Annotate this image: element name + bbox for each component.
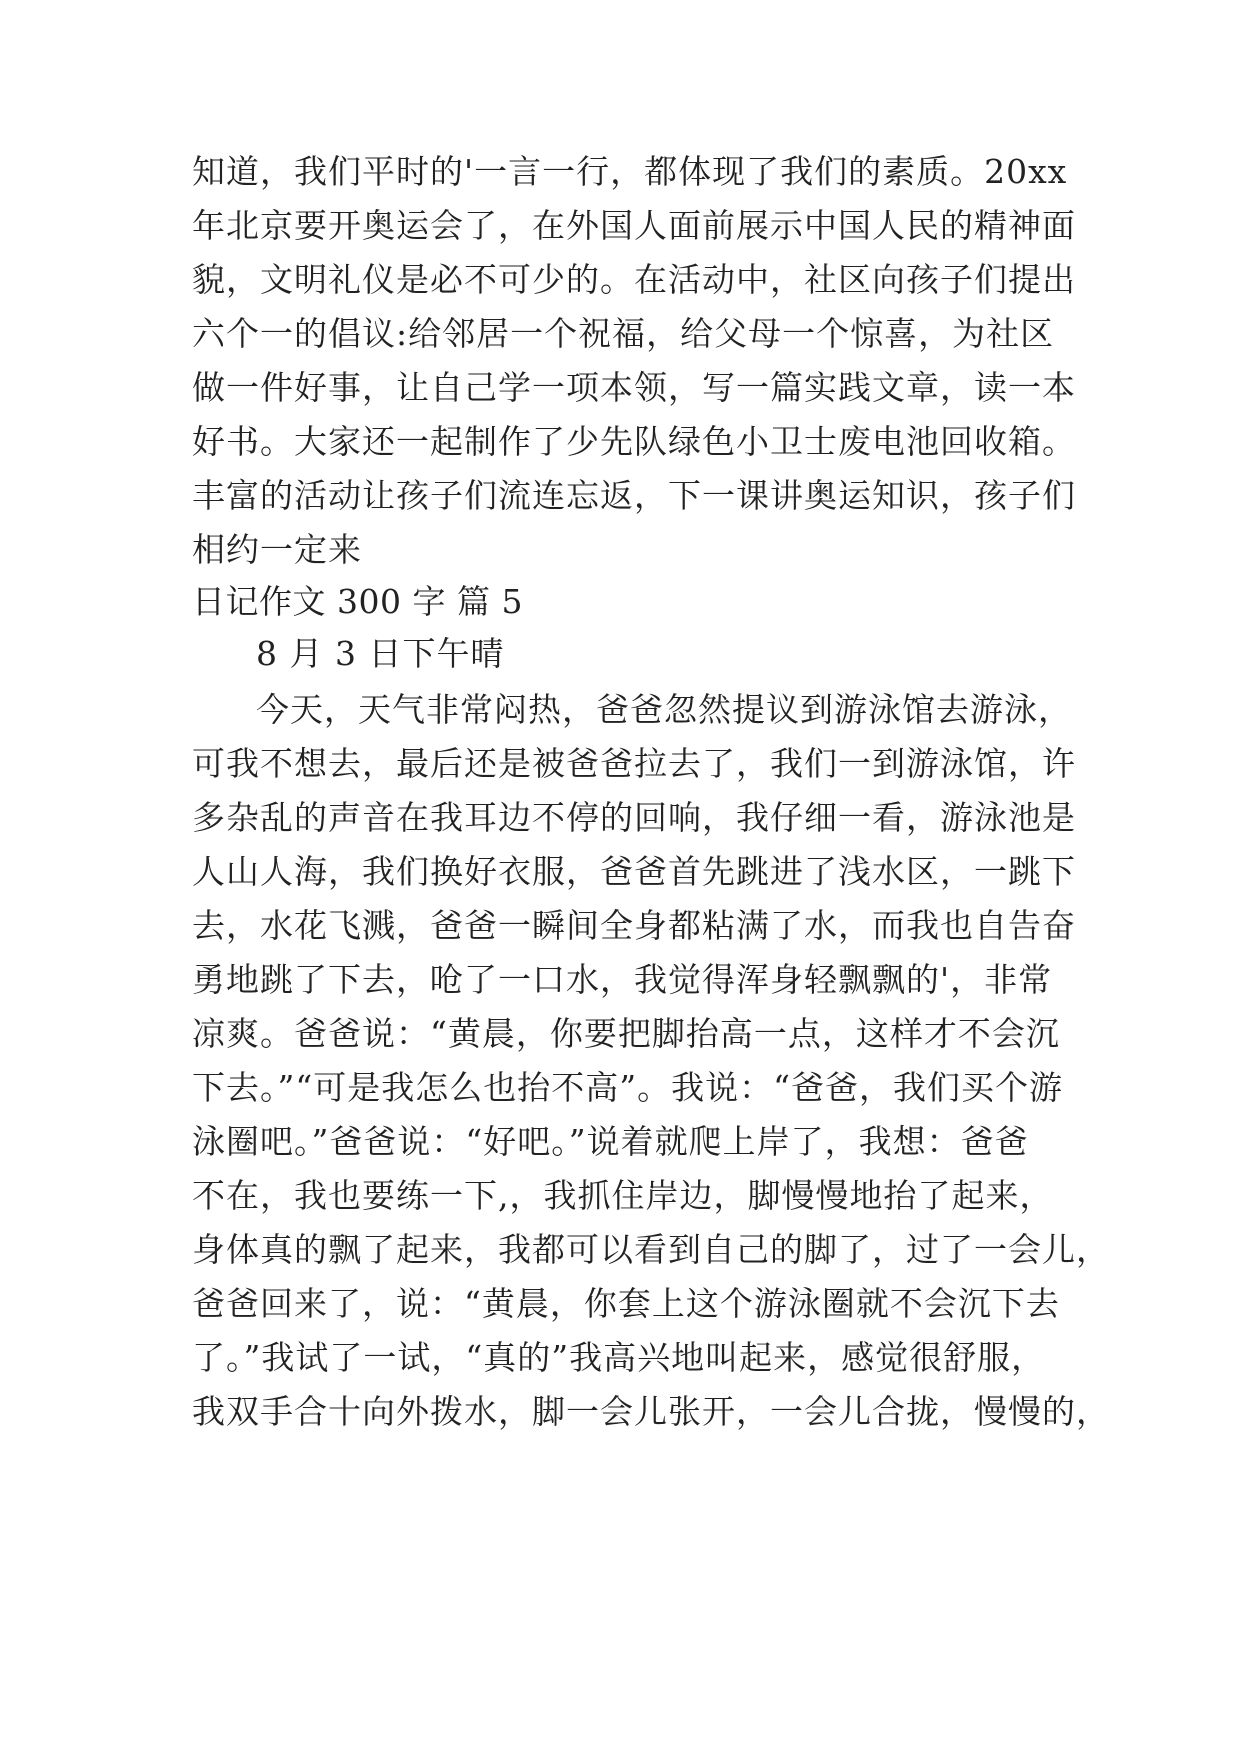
paragraph-line: 了。”我试了一试，“真的”我高兴地叫起来，感觉很舒服， — [192, 1338, 1046, 1377]
paragraph-line: 泳圈吧。”爸爸说：“好吧。”说着就爬上岸了，我想：爸爸 — [192, 1122, 1029, 1161]
paragraph-line: 做一件好事，让自己学一项本领，写一篇实践文章，读一本 — [192, 368, 1076, 407]
paragraph-line: 爸爸回来了，说：“黄晨，你套上这个游泳圈就不会沉下去 — [192, 1284, 1060, 1323]
paragraph-line: 好书。大家还一起制作了少先队绿色小卫士废电池回收箱。 — [192, 422, 1076, 461]
paragraph-line: 貌，文明礼仪是必不可少的。在活动中，社区向孩子们提出 — [192, 260, 1076, 299]
paragraph-line: 可我不想去，最后还是被爸爸拉去了，我们一到游泳馆，许 — [192, 744, 1076, 783]
paragraph-line: 人山人海，我们换好衣服，爸爸首先跳进了浅水区，一跳下 — [192, 852, 1076, 891]
paragraph-line: 今天，天气非常闷热，爸爸忽然提议到游泳馆去游泳， — [256, 690, 1072, 729]
paragraph-line: 年北京要开奥运会了，在外国人面前展示中国人民的精神面 — [192, 206, 1076, 245]
paragraph-line: 多杂乱的声音在我耳边不停的回响，我仔细一看，游泳池是 — [192, 798, 1076, 837]
paragraph-line: 丰富的活动让孩子们流连忘返，下一课讲奥运知识，孩子们 — [192, 476, 1076, 515]
paragraph-line: 知道，我们平时的'一言一行，都体现了我们的素质。20xx — [192, 152, 1068, 191]
paragraph-line: 身体真的飘了起来，我都可以看到自己的脚了，过了一会儿， — [192, 1230, 1110, 1269]
paragraph-line: 不在，我也要练一下,，我抓住岸边，脚慢慢地抬了起来， — [192, 1176, 1054, 1215]
paragraph-line: 相约一定来 — [192, 530, 362, 569]
date-line: 8 月 3 日下午晴 — [256, 634, 505, 673]
paragraph-line: 凉爽。爸爸说：“黄晨，你要把脚抬高一点，这样才不会沉 — [192, 1014, 1060, 1053]
paragraph-line: 我双手合十向外拨水，脚一会儿张开，一会儿合拢，慢慢的， — [192, 1392, 1110, 1431]
paragraph-line: 下去。”“可是我怎么也抬不高”。我说：“爸爸，我们买个游 — [192, 1068, 1063, 1107]
paragraph-line: 勇地跳了下去，呛了一口水，我觉得浑身轻飘飘的'，非常 — [192, 960, 1053, 999]
paragraph-line: 六个一的倡议:给邻居一个祝福，给父母一个惊喜，为社区 — [192, 314, 1055, 353]
section-heading: 日记作文 300 字 篇 5 — [192, 582, 523, 621]
paragraph-line: 去，水花飞溅，爸爸一瞬间全身都粘满了水，而我也自告奋 — [192, 906, 1076, 945]
